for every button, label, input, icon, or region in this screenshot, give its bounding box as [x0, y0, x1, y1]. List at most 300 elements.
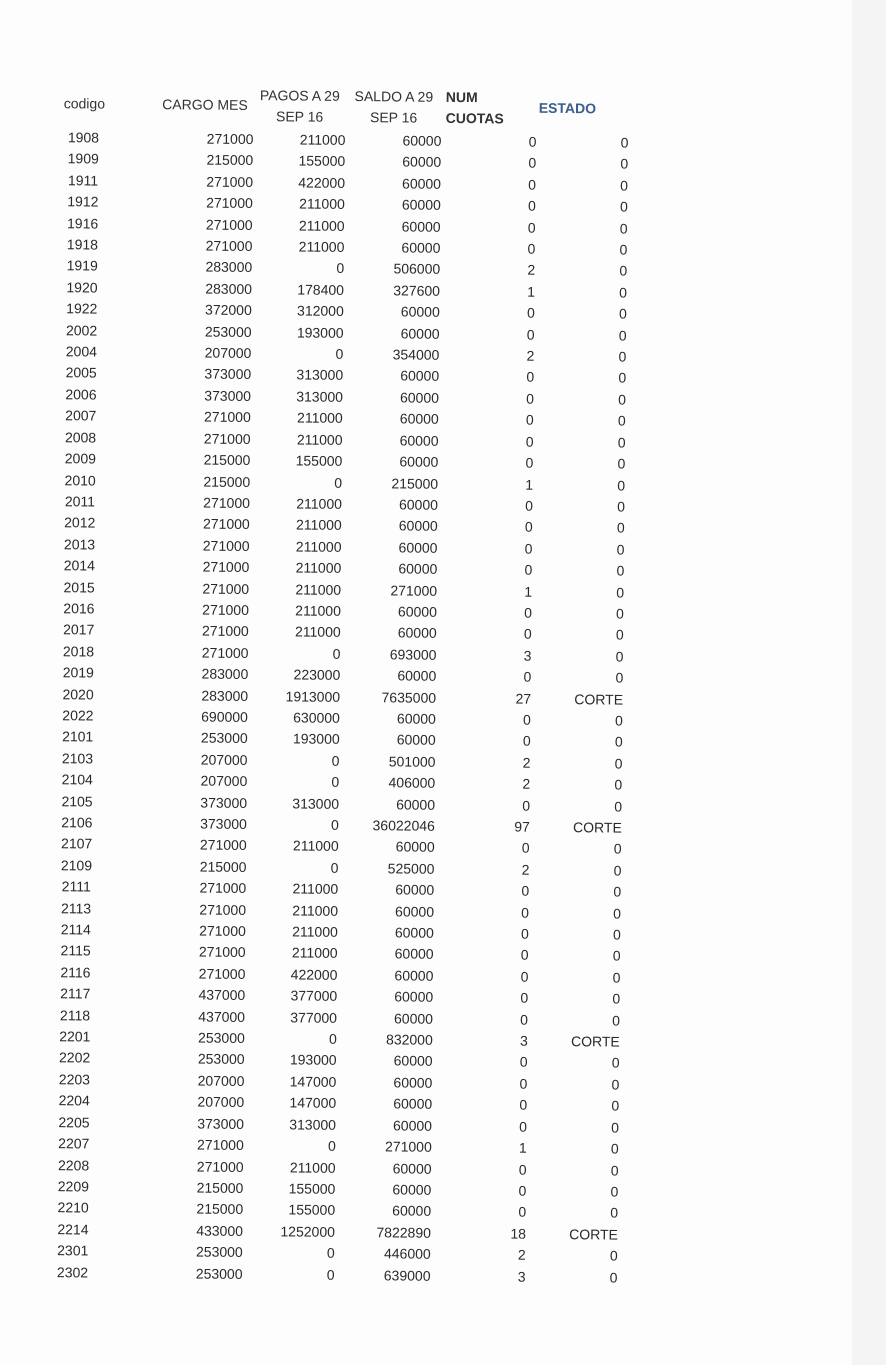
saldo-cell: 60000	[395, 881, 435, 899]
pagos-cell: 422000	[290, 966, 338, 983]
estado-cell: 0	[611, 1119, 620, 1136]
cargo-mes-cell: 271000	[205, 216, 253, 233]
codigo-cell: 2101	[62, 728, 94, 745]
cargo-mes-cell: 253000	[198, 1029, 245, 1047]
pagos-cell: 0	[330, 816, 339, 833]
cargo-mes-cell: 253000	[197, 1050, 245, 1068]
num-cuotas-cell: 0	[521, 840, 530, 857]
cargo-mes-cell: 271000	[203, 430, 251, 447]
saldo-cell: 60000	[392, 1159, 432, 1177]
num-cuotas-cell: 1	[527, 283, 536, 300]
pagos-cell: 211000	[295, 559, 342, 577]
saldo-cell: 271000	[384, 1138, 432, 1155]
estado-cell: CORTE	[573, 819, 622, 836]
num-cuotas-cell: 0	[520, 925, 529, 942]
saldo-cell: 446000	[383, 1245, 431, 1262]
cargo-mes-cell: 215000	[196, 1179, 244, 1196]
cargo-mes-cell: 215000	[196, 1200, 244, 1218]
estado-cell: 0	[615, 712, 623, 729]
saldo-cell: 60000	[397, 667, 437, 684]
header-row	[44, 80, 629, 133]
saldo-cell: 60000	[401, 239, 441, 256]
pagos-cell: 0	[328, 1030, 337, 1047]
num-cuotas-cell: 0	[518, 1203, 527, 1220]
num-cuotas-cell: 0	[520, 947, 529, 964]
saldo-cell: 60000	[402, 175, 442, 192]
estado-cell: 0	[618, 305, 627, 322]
estado-cell: 0	[613, 862, 622, 879]
header-estado: ESTADO	[538, 99, 597, 117]
codigo-cell: 2017	[63, 621, 95, 638]
pagos-cell: 211000	[299, 195, 345, 213]
saldo-cell: 639000	[383, 1266, 431, 1284]
codigo-cell: 2202	[58, 1049, 91, 1066]
cargo-mes-cell: 271000	[206, 194, 253, 212]
cargo-mes-cell: 215000	[203, 451, 251, 469]
codigo-cell: 2104	[61, 771, 93, 788]
estado-cell: 0	[617, 477, 626, 494]
codigo-cell: 2113	[60, 899, 92, 917]
pagos-cell: 211000	[292, 880, 339, 898]
estado-cell: 0	[617, 412, 626, 429]
num-cuotas-cell: 2	[522, 775, 531, 792]
pagos-cell: 193000	[289, 1051, 337, 1069]
pagos-cell: 211000	[295, 602, 341, 619]
codigo-cell: 2208	[57, 1156, 90, 1173]
codigo-cell: 2103	[61, 749, 94, 767]
num-cuotas-cell: 0	[518, 1161, 527, 1178]
saldo-cell: 832000	[386, 1031, 433, 1048]
codigo-cell: 2204	[58, 1092, 90, 1109]
estado-cell: 0	[616, 562, 625, 579]
saldo-cell: 60000	[398, 496, 439, 513]
cargo-mes-cell: 271000	[202, 580, 250, 597]
table-body	[32, 127, 628, 1288]
num-cuotas-cell: 0	[524, 604, 532, 621]
saldo-cell: 60000	[396, 710, 436, 727]
saldo-cell: 60000	[399, 389, 440, 406]
codigo-cell: 2114	[60, 921, 91, 938]
codigo-cell: 1911	[67, 172, 99, 189]
cargo-mes-cell: 271000	[199, 901, 247, 918]
codigo-cell: 2013	[63, 535, 96, 553]
estado-cell: 0	[616, 519, 625, 536]
num-cuotas-cell: 2	[521, 861, 530, 878]
cargo-mes-cell: 283000	[201, 687, 249, 704]
cargo-mes-cell: 271000	[206, 130, 254, 148]
codigo-cell: 2214	[57, 1220, 89, 1238]
num-cuotas-cell: 0	[525, 497, 534, 514]
estado-cell: 0	[614, 776, 623, 793]
estado-cell: CORTE	[574, 690, 624, 708]
estado-cell: CORTE	[570, 1033, 620, 1050]
estado-cell: 0	[614, 755, 623, 772]
pagos-cell: 0	[334, 474, 343, 491]
estado-cell: 0	[616, 584, 625, 601]
cargo-mes-cell: 271000	[198, 965, 246, 982]
pagos-cell: 312000	[297, 302, 344, 320]
codigo-cell: 1918	[66, 236, 99, 253]
estado-cell: 0	[616, 605, 624, 622]
codigo-cell: 1908	[67, 129, 100, 146]
cargo-mes-cell: 253000	[195, 1265, 243, 1282]
num-cuotas-cell: 0	[522, 733, 531, 750]
cargo-mes-cell: 253000	[195, 1243, 243, 1261]
codigo-cell: 2016	[63, 600, 95, 617]
pagos-cell: 313000	[296, 388, 344, 405]
header-pagos-line2: SEP 16	[275, 107, 324, 125]
saldo-cell: 60000	[392, 1117, 433, 1134]
estado-cell: 0	[616, 541, 625, 558]
pagos-cell: 211000	[298, 217, 345, 234]
estado-cell: 0	[615, 669, 624, 686]
estado-cell: 0	[613, 905, 622, 922]
codigo-cell: 2115	[60, 942, 91, 959]
header-num-line2: CUOTAS	[445, 109, 504, 126]
pagos-cell: 211000	[291, 944, 338, 962]
pagos-cell: 0	[331, 752, 340, 769]
cargo-mes-cell: 271000	[203, 408, 251, 426]
estado-cell: 0	[617, 455, 626, 472]
page-edge-shadow	[852, 0, 886, 1365]
saldo-cell: 60000	[401, 218, 441, 235]
cargo-mes-cell: 372000	[205, 301, 252, 319]
num-cuotas-cell: 0	[526, 369, 535, 386]
cargo-mes-cell: 215000	[203, 473, 251, 490]
pagos-cell: 178400	[297, 281, 345, 298]
codigo-cell: 2205	[58, 1113, 90, 1131]
codigo-cell: 2012	[64, 514, 96, 531]
num-cuotas-cell: 0	[519, 1075, 528, 1092]
codigo-cell: 2022	[62, 707, 94, 724]
num-cuotas-cell: 0	[524, 518, 533, 536]
estado-cell: 0	[614, 733, 623, 750]
cargo-mes-cell: 271000	[202, 558, 250, 576]
estado-cell: 0	[620, 177, 629, 194]
pagos-cell: 193000	[292, 730, 340, 748]
codigo-cell: 1920	[66, 279, 98, 296]
account-table	[32, 80, 629, 1288]
saldo-cell: 60000	[394, 988, 434, 1006]
cargo-mes-cell: 271000	[203, 494, 251, 511]
saldo-cell: 60000	[399, 432, 439, 449]
num-cuotas-cell: 0	[526, 390, 535, 407]
num-cuotas-cell: 97	[514, 818, 530, 835]
cargo-mes-cell: 283000	[201, 665, 249, 683]
saldo-cell: 354000	[392, 346, 440, 363]
estado-cell: 0	[610, 1140, 619, 1157]
estado-cell: 0	[611, 1054, 620, 1072]
num-cuotas-cell: 0	[521, 882, 530, 899]
estado-cell: 0	[618, 348, 627, 365]
codigo-cell: 1912	[67, 193, 99, 210]
cargo-mes-cell: 215000	[199, 858, 247, 875]
cargo-mes-cell: 253000	[200, 729, 248, 747]
cargo-mes-cell: 207000	[197, 1072, 245, 1089]
num-cuotas-cell: 0	[523, 668, 532, 685]
pagos-cell: 211000	[292, 902, 339, 919]
estado-cell: 0	[615, 626, 624, 643]
num-cuotas-cell: 0	[518, 1182, 527, 1199]
estado-cell: 0	[614, 798, 623, 815]
num-cuotas-cell: 0	[520, 989, 529, 1006]
cargo-mes-cell: 283000	[205, 258, 253, 276]
estado-cell: 0	[619, 284, 628, 301]
saldo-cell: 215000	[391, 474, 439, 492]
saldo-cell: 60000	[397, 624, 437, 642]
saldo-cell: 7635000	[381, 688, 437, 706]
header-num-line1: NUM	[445, 88, 478, 105]
codigo-cell: 2009	[64, 450, 97, 467]
num-cuotas-cell: 0	[524, 561, 533, 578]
pagos-cell: 211000	[289, 1158, 336, 1176]
num-cuotas-cell: 0	[519, 1118, 528, 1135]
estado-cell: 0	[618, 391, 627, 408]
pagos-cell: 313000	[292, 795, 340, 812]
pagos-cell: 147000	[289, 1094, 337, 1112]
codigo-cell: 2105	[61, 792, 93, 810]
pagos-cell: 155000	[288, 1180, 336, 1197]
pagos-cell: 630000	[293, 709, 340, 726]
pagos-cell: 147000	[289, 1073, 337, 1090]
pagos-cell: 211000	[296, 495, 343, 512]
num-cuotas-cell: 3	[523, 647, 532, 664]
codigo-cell: 2008	[64, 428, 97, 446]
saldo-cell: 60000	[398, 560, 438, 577]
estado-cell: 0	[619, 198, 628, 215]
saldo-cell: 501000	[388, 753, 436, 770]
estado-cell: 0	[620, 134, 629, 151]
num-cuotas-cell: 0	[520, 968, 529, 985]
pagos-cell: 193000	[296, 324, 344, 341]
saldo-cell: 60000	[394, 945, 434, 963]
pagos-cell: 1252000	[280, 1223, 336, 1240]
codigo-cell: 1919	[66, 257, 98, 274]
num-cuotas-cell: 27	[515, 690, 532, 707]
pagos-cell: 211000	[296, 431, 343, 448]
pagos-cell: 0	[327, 1137, 336, 1154]
num-cuotas-cell: 0	[528, 155, 537, 172]
estado-cell: 0	[615, 648, 624, 665]
saldo-cell: 60000	[402, 153, 442, 171]
num-cuotas-cell: 0	[528, 176, 537, 193]
pagos-cell: 0	[336, 260, 345, 277]
pagos-cell: 377000	[290, 987, 338, 1005]
cargo-mes-cell: 271000	[199, 879, 247, 897]
num-cuotas-cell: 2	[527, 262, 536, 279]
codigo-cell: 2210	[57, 1199, 89, 1216]
estado-cell: 0	[612, 1012, 621, 1029]
cargo-mes-cell: 271000	[205, 237, 253, 255]
codigo-cell: 2301	[57, 1242, 89, 1259]
estado-cell: 0	[612, 926, 621, 943]
saldo-cell: 60000	[396, 796, 436, 813]
header-pagos	[254, 82, 346, 130]
saldo-cell: 60000	[398, 539, 438, 556]
num-cuotas-cell: 0	[526, 326, 535, 343]
pagos-cell: 313000	[296, 366, 344, 384]
num-cuotas-cell: 0	[525, 411, 534, 428]
num-cuotas-cell: 0	[522, 797, 531, 814]
num-cuotas-cell: 0	[519, 1096, 528, 1113]
codigo-cell: 2201	[59, 1028, 91, 1045]
codigo-cell: 2005	[65, 364, 97, 381]
pagos-cell: 0	[331, 773, 340, 791]
cargo-mes-cell: 271000	[202, 515, 250, 533]
saldo-cell: 60000	[402, 132, 442, 149]
saldo-cell: 60000	[401, 196, 441, 214]
saldo-cell: 525000	[387, 860, 435, 877]
cargo-mes-cell: 433000	[196, 1222, 244, 1239]
saldo-cell: 271000	[390, 581, 438, 599]
cargo-mes-cell: 207000	[200, 751, 248, 768]
cargo-mes-cell: 437000	[198, 1008, 246, 1025]
pagos-cell: 211000	[295, 516, 342, 534]
saldo-cell: 60000	[395, 838, 435, 856]
cargo-mes-cell: 215000	[206, 151, 254, 169]
codigo-cell: 2002	[65, 321, 98, 339]
saldo-cell: 60000	[398, 517, 438, 535]
codigo-cell: 2007	[65, 407, 97, 424]
cargo-mes-cell: 271000	[202, 537, 250, 554]
estado-cell: 0	[619, 220, 628, 237]
saldo-cell: 60000	[392, 1181, 432, 1198]
pagos-cell: 211000	[295, 538, 342, 555]
codigo-cell: 2302	[56, 1263, 89, 1281]
cargo-mes-cell: 271000	[196, 1136, 244, 1154]
pagos-cell: 211000	[295, 580, 342, 598]
codigo-cell: 2203	[58, 1071, 91, 1088]
pagos-cell: 0	[335, 345, 344, 362]
saldo-cell: 60000	[393, 1010, 434, 1027]
num-cuotas-cell: 1	[524, 583, 533, 600]
saldo-cell: 406000	[388, 774, 436, 791]
cargo-mes-cell: 373000	[204, 366, 252, 383]
cargo-mes-cell: 271000	[202, 601, 249, 618]
estado-cell: 0	[620, 155, 629, 173]
estado-cell: 0	[619, 241, 628, 258]
saldo-cell: 60000	[394, 967, 434, 984]
codigo-cell: 2006	[65, 386, 97, 403]
codigo-cell: 2018	[62, 642, 95, 660]
codigo-cell: 2109	[60, 857, 93, 874]
num-cuotas-cell: 2	[517, 1246, 526, 1263]
cargo-mes-cell: 437000	[198, 986, 246, 1004]
cargo-mes-cell: 271000	[199, 836, 247, 854]
cargo-mes-cell: 271000	[196, 1158, 244, 1175]
num-cuotas-cell: 2	[522, 754, 531, 771]
pagos-cell: 313000	[289, 1116, 337, 1133]
cargo-mes-cell: 271000	[199, 922, 246, 940]
saldo-cell: 693000	[389, 646, 437, 663]
saldo-cell: 60000	[399, 410, 439, 428]
estado-cell: 0	[609, 1269, 618, 1286]
estado-cell: 0	[618, 327, 627, 344]
pagos-cell: 211000	[292, 923, 338, 940]
num-cuotas-cell: 0	[521, 904, 530, 921]
codigo-cell: 1916	[66, 214, 99, 232]
num-cuotas-cell: 0	[527, 240, 536, 257]
saldo-cell: 60000	[394, 924, 434, 941]
codigo-cell: 1922	[66, 300, 98, 317]
cargo-mes-cell: 373000	[200, 815, 247, 832]
saldo-cell: 60000	[393, 1074, 433, 1091]
saldo-cell: 60000	[393, 1095, 433, 1113]
cargo-mes-cell: 690000	[201, 708, 248, 725]
header-cargo-mes: CARGO MES	[162, 96, 248, 113]
num-cuotas-cell: 0	[527, 219, 536, 236]
codigo-cell: 2111	[61, 878, 91, 895]
num-cuotas-cell: 0	[528, 133, 537, 150]
pagos-cell: 0	[326, 1266, 335, 1283]
saldo-cell: 60000	[393, 1052, 433, 1070]
num-cuotas-cell: 0	[523, 711, 531, 728]
num-cuotas-cell: 0	[524, 540, 533, 557]
codigo-cell: 1909	[67, 150, 99, 167]
cargo-mes-cell: 207000	[204, 344, 252, 362]
pagos-cell: 155000	[288, 1201, 336, 1219]
pagos-cell: 155000	[295, 452, 343, 469]
cargo-mes-cell: 271000	[201, 644, 249, 661]
estado-cell: CORTE	[569, 1225, 619, 1243]
pagos-cell: 0	[330, 859, 339, 876]
estado-cell: 0	[612, 990, 621, 1007]
table-row	[32, 1261, 617, 1288]
header-num-cuotas	[442, 84, 537, 132]
estado-cell: 0	[612, 947, 621, 965]
cargo-mes-cell: 283000	[205, 280, 253, 297]
pagos-cell: 211000	[292, 837, 339, 855]
codigo-cell: 2010	[64, 471, 96, 489]
pagos-cell: 211000	[294, 623, 341, 641]
saldo-cell: 60000	[400, 303, 440, 321]
codigo-cell: 2004	[65, 343, 98, 360]
estado-cell: 0	[609, 1247, 618, 1264]
header-pagos-line1: PAGOS A 29	[259, 86, 340, 104]
saldo-cell: 60000	[400, 325, 440, 342]
header-saldo-line1: SALDO A 29	[354, 87, 434, 105]
estado-cell: 0	[617, 434, 626, 451]
codigo-cell: 2118	[59, 1006, 91, 1024]
estado-cell: 0	[612, 969, 621, 986]
num-cuotas-cell: 2	[526, 347, 535, 364]
num-cuotas-cell: 0	[519, 1054, 528, 1071]
saldo-cell: 60000	[392, 1202, 432, 1220]
cargo-mes-cell: 373000	[200, 794, 248, 811]
codigo-cell: 2207	[58, 1135, 90, 1152]
estado-cell: 0	[611, 1097, 620, 1114]
pagos-cell: 1913000	[285, 687, 341, 705]
cargo-mes-cell: 271000	[198, 943, 246, 961]
num-cuotas-cell: 0	[520, 1011, 529, 1028]
estado-cell: 0	[611, 1076, 620, 1093]
cargo-mes-cell: 253000	[204, 323, 252, 340]
num-cuotas-cell: 1	[518, 1139, 527, 1156]
estado-cell: 0	[610, 1204, 619, 1221]
estado-cell: 0	[618, 369, 627, 387]
pagos-cell: 211000	[299, 131, 346, 148]
pagos-cell: 223000	[293, 666, 341, 684]
cargo-mes-cell: 207000	[197, 1093, 245, 1111]
num-cuotas-cell: 0	[527, 197, 536, 214]
saldo-cell: 60000	[396, 731, 436, 749]
codigo-cell: 2117	[60, 985, 91, 1002]
codigo-cell: 2019	[62, 664, 94, 681]
cargo-mes-cell: 373000	[204, 387, 252, 404]
saldo-cell: 506000	[393, 260, 441, 278]
saldo-cell: 7822890	[376, 1223, 432, 1241]
pagos-cell: 0	[326, 1244, 335, 1261]
